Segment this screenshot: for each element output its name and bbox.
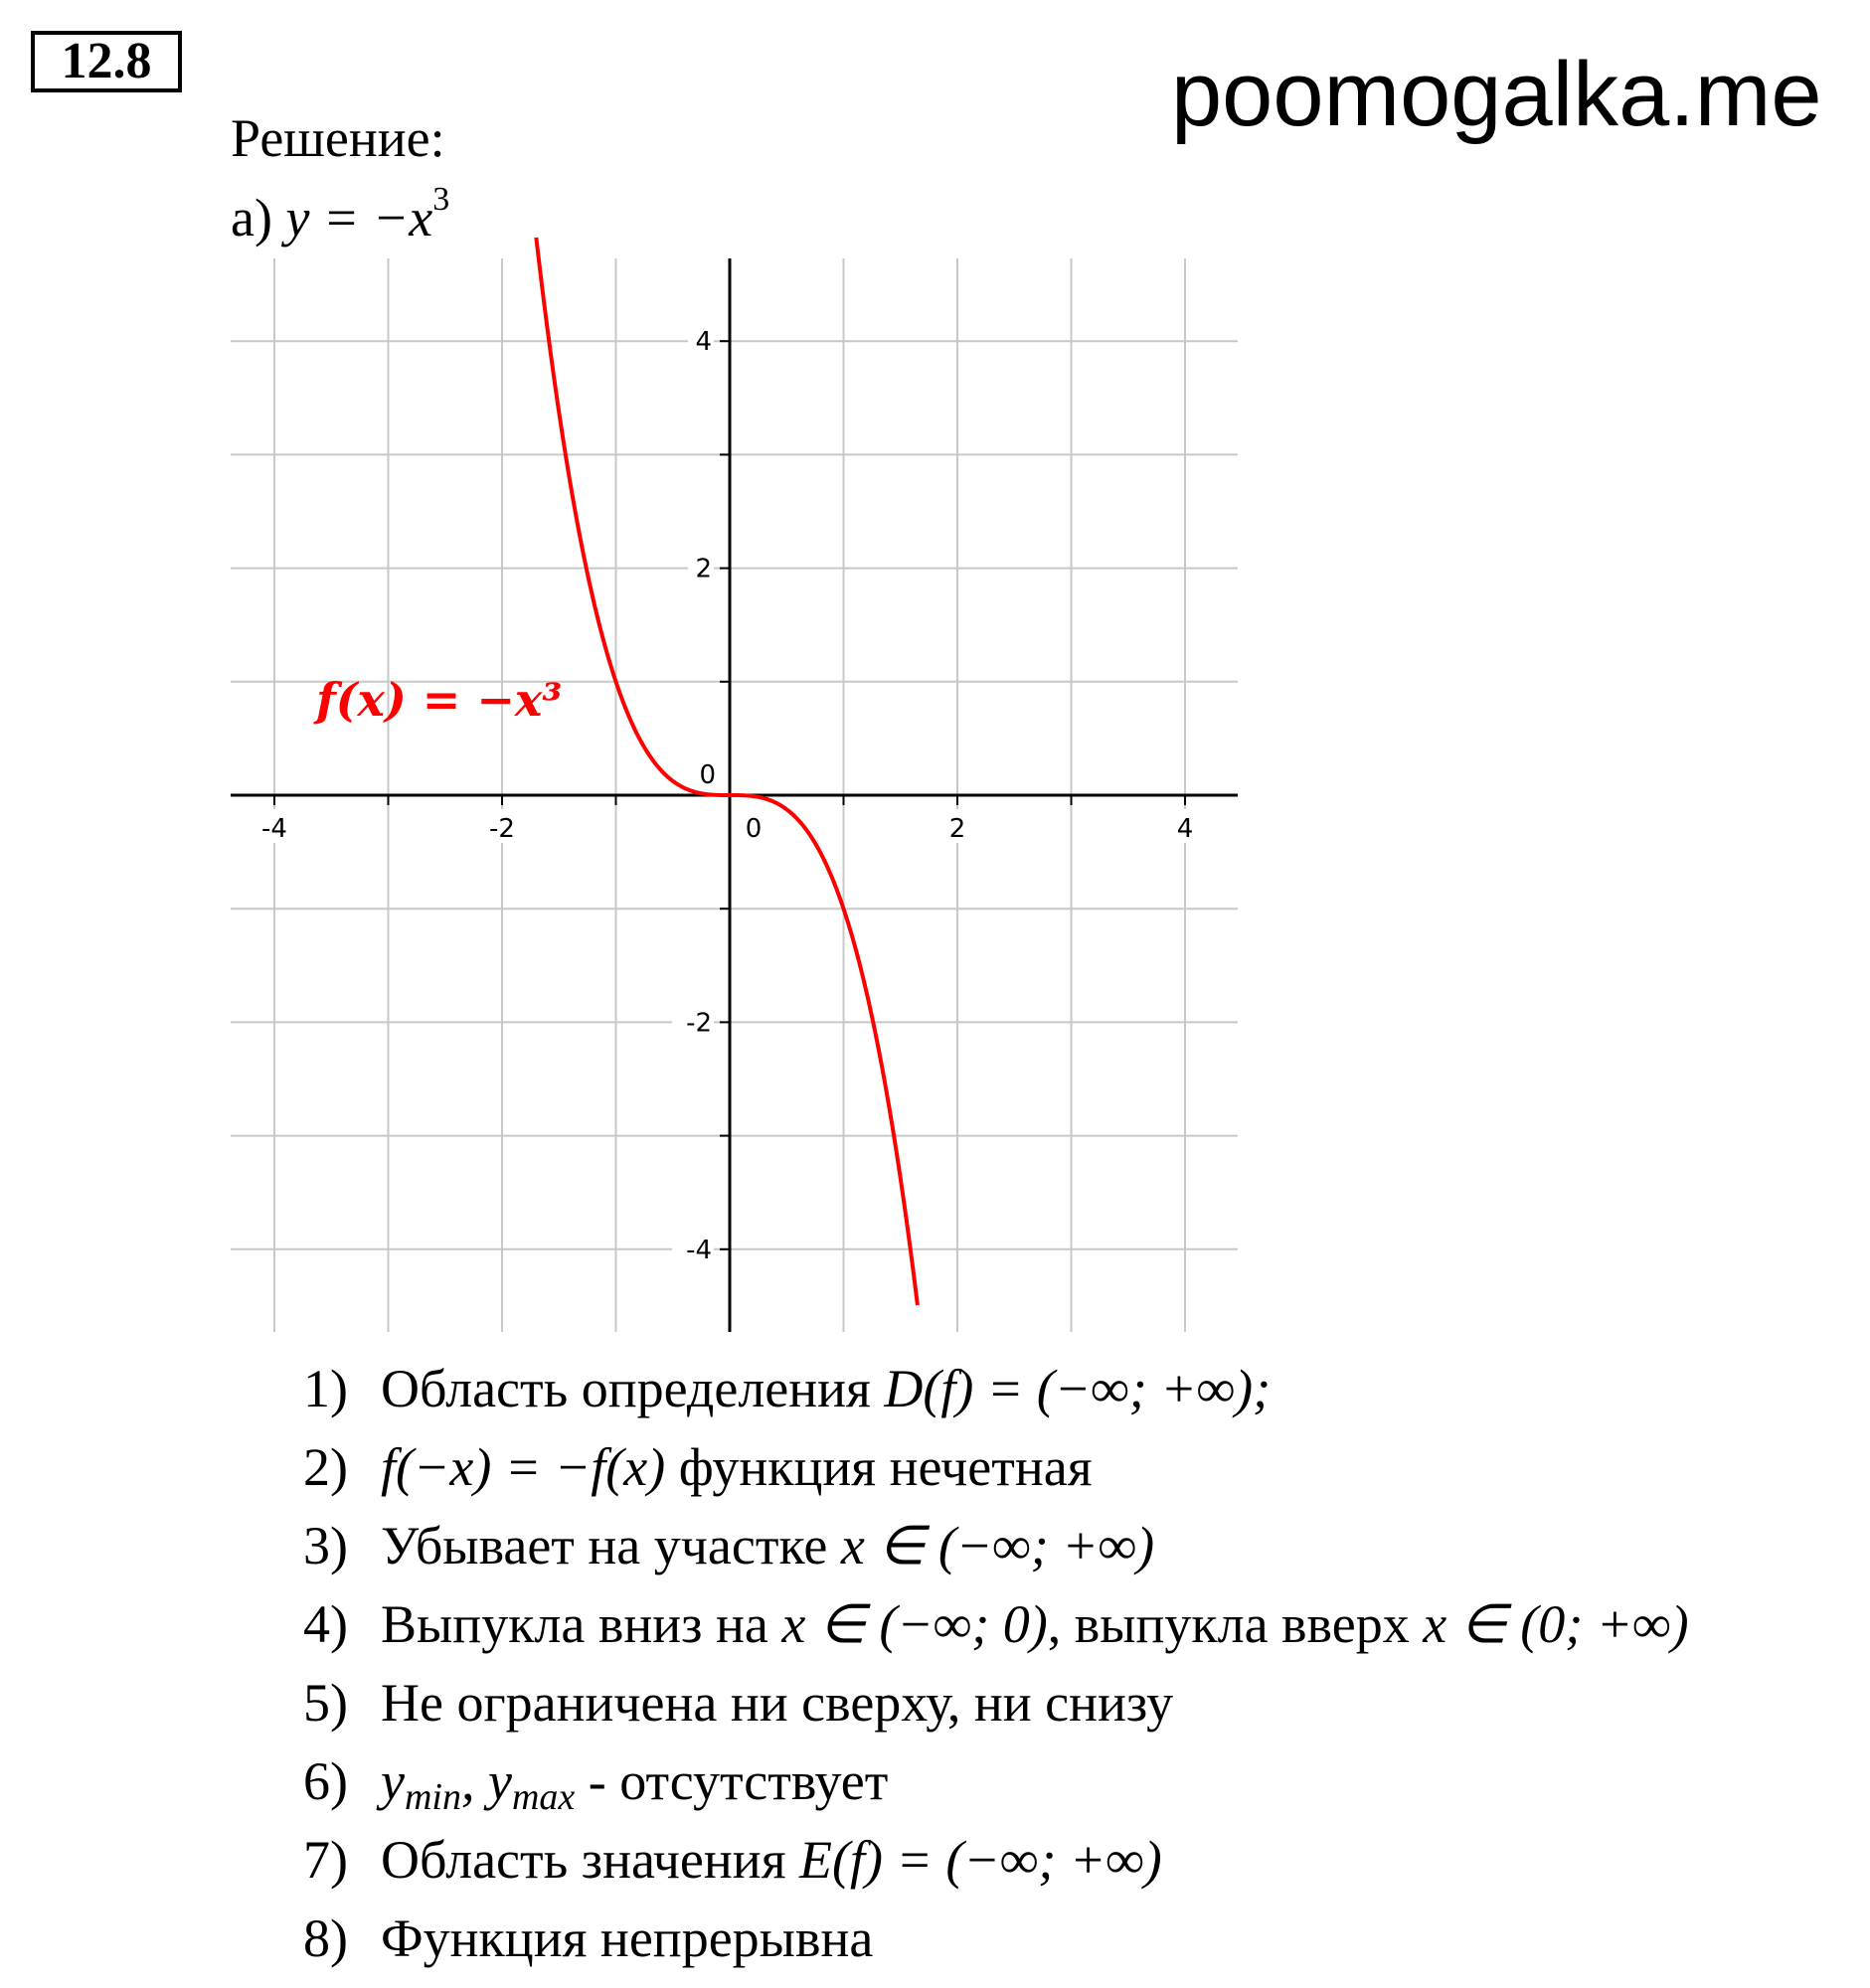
properties-list bbox=[303, 1350, 1689, 1978]
math-subscript: max bbox=[511, 1776, 576, 1818]
y-tick-label: 2 bbox=[695, 554, 712, 584]
y-tick-label: -4 bbox=[686, 1235, 712, 1265]
property-number: 2) bbox=[303, 1437, 348, 1497]
property-item bbox=[303, 1585, 1689, 1664]
math-expression: y bbox=[381, 1751, 405, 1811]
property-text: Функция непрерывна bbox=[381, 1908, 874, 1968]
property-item bbox=[303, 1350, 1689, 1428]
solution-label: Решение: bbox=[231, 108, 445, 168]
property-item bbox=[303, 1507, 1689, 1585]
x-tick-label: 4 bbox=[1176, 814, 1194, 844]
property-text: Не ограничена ни сверху, ни снизу bbox=[381, 1673, 1174, 1733]
x-tick-label: -4 bbox=[261, 814, 287, 844]
property-text: Убывает на участке bbox=[381, 1516, 841, 1575]
math-expression: D(f) = (−∞; +∞); bbox=[884, 1359, 1272, 1418]
y-tick-label: 4 bbox=[695, 327, 712, 358]
math-subscript: min bbox=[404, 1776, 461, 1818]
part-formula: y = −x bbox=[285, 188, 433, 248]
y-tick-label: -2 bbox=[686, 1008, 712, 1039]
property-number: 6) bbox=[303, 1751, 348, 1811]
property-item bbox=[303, 1742, 1689, 1821]
exercise-number-badge: 12.8 bbox=[31, 31, 182, 92]
math-expression: , y bbox=[460, 1751, 512, 1811]
property-number: 5) bbox=[303, 1673, 348, 1733]
property-number: 3) bbox=[303, 1516, 348, 1575]
part-exponent: 3 bbox=[432, 181, 450, 218]
property-number: 1) bbox=[303, 1359, 348, 1418]
math-expression: x ∈ (−∞; 0) bbox=[781, 1594, 1048, 1654]
property-text: Область значения bbox=[381, 1830, 800, 1890]
part-label: а) bbox=[231, 188, 272, 248]
property-number: 7) bbox=[303, 1830, 348, 1890]
property-item bbox=[303, 1900, 1689, 1978]
property-text: Выпукла вниз на bbox=[381, 1594, 782, 1654]
property-text: , выпукла вверх bbox=[1047, 1594, 1424, 1654]
math-expression: x ∈ (−∞; +∞) bbox=[840, 1516, 1155, 1575]
math-expression: x ∈ (0; +∞) bbox=[1423, 1594, 1689, 1654]
math-expression: f(−x) = −f(x) bbox=[381, 1437, 666, 1497]
property-number: 4) bbox=[303, 1594, 348, 1654]
x-tick-label: -2 bbox=[489, 814, 515, 844]
x-tick-label: 2 bbox=[948, 814, 966, 844]
property-number: 8) bbox=[303, 1908, 348, 1968]
property-text: функция нечетная bbox=[665, 1437, 1093, 1497]
function-curve bbox=[536, 238, 918, 1305]
property-item bbox=[303, 1428, 1689, 1507]
property-text: - отсутствует bbox=[575, 1751, 889, 1811]
site-watermark: poomogalka.me bbox=[1171, 44, 1822, 145]
curve-label: f(x) = −x³ bbox=[316, 673, 563, 727]
property-item bbox=[303, 1664, 1689, 1742]
math-expression: E(f) = (−∞; +∞) bbox=[799, 1830, 1162, 1890]
y-tick-label: 0 bbox=[699, 760, 716, 790]
x-tick-label: 0 bbox=[745, 814, 763, 844]
property-text: Область определения bbox=[381, 1359, 885, 1418]
property-item bbox=[303, 1821, 1689, 1900]
